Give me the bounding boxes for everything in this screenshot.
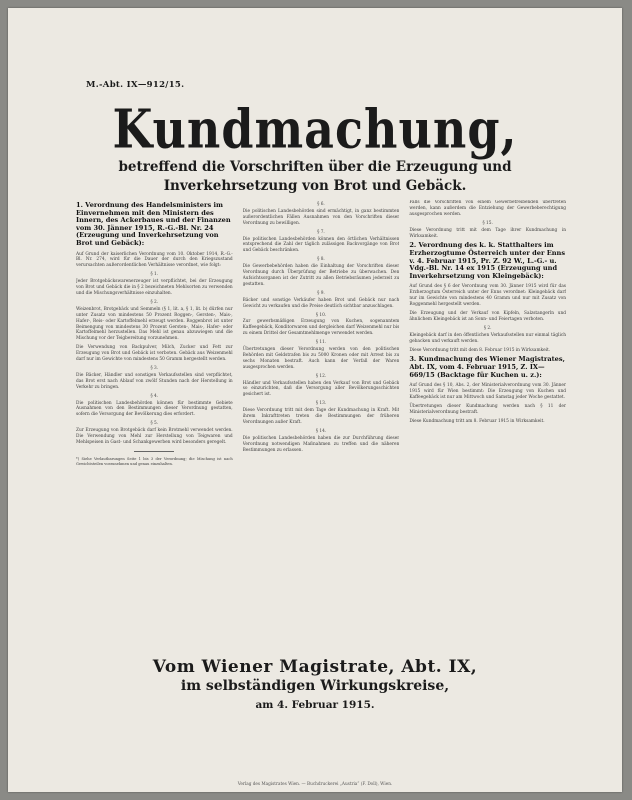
jurisdiction-line: im selbständigen Wirkungskreise, xyxy=(180,678,450,694)
column-1 xyxy=(76,200,233,634)
section-number: § 12. xyxy=(315,373,327,379)
paragraph: Übertretungen dieser Kundmachung werden nach § 11 der Ministerialverordnung bestraft. xyxy=(409,403,567,415)
ordinance-1-heading: 1. Verordnung des Handelsministers im Einvernehmen mit den Ministern des Innern, des Ackerbaues und der Finanzen vom 30. Jänner 1915, R.-G.-Bl. Nr. 24 (Erzeugung und Inverkehrsetzung von Brot und Gebäck): xyxy=(76,201,231,247)
section-number: § 5. xyxy=(150,421,159,427)
section-number: § 8. xyxy=(317,257,325,263)
paragraph: Zur Erzeugung von Brotgebäck darf kein Brotmehl verwendet werden. Die Verwendung von Mehl zur Herstellung von Teigwaren und Mehlspeisen in Gast- und Schankgewerben wird besonders geregelt. xyxy=(76,428,233,445)
date-line: am 4. Februar 1915. xyxy=(255,699,375,711)
section-number: § 3. xyxy=(150,365,159,371)
section-number: § 7. xyxy=(317,229,325,235)
poster-sheet xyxy=(8,8,622,792)
paragraph: Die Verwendung von Backpulver, Milch, Zucker und Fett zur Erzeugung von Brot und Gebäck ist verboten. Gebäck aus Weizenmehl darf nur im Gewichte von mindestens 50 Gramm hergestellt werden. xyxy=(76,345,233,363)
paragraph: Kleingebäck darf in den öffentlichen Verkaufsstellen nur einmal täglich gebacken und verkauft werden. xyxy=(409,332,567,344)
paragraph: Die Bäcker, Händler und sonstigen Verkaufsstellen sind verpflichtet, das Brot erst nach Ablauf von zwölf Stunden nach der Herstellung in Verkehr zu bringen. xyxy=(76,372,233,390)
footnote: *) Siehe Verlautbarungen Seite 1 bis 3 der Verordnung; die Mischung ist nach Gewichtsteilen vorzunehmen und genau einzuhalten. xyxy=(76,456,233,466)
issuer-line: Vom Wiener Magistrate, Abt. IX, xyxy=(152,657,478,677)
section-number: § 2. xyxy=(150,299,159,305)
paragraph: Diese Verordnung tritt mit dem Tage der Kundmachung in Kraft. Mit ihrem Inkrafttreten treten die Bestimmungen der früheren Verordnungen außer Kraft. xyxy=(242,408,400,425)
paragraph: Die politischen Landesbehörden können für bestimmte Gebiete Ausnahmen von den Bestimmungen dieser Verordnung gestatten, sofern die Versorgung der Bevölkerung dies erfordert. xyxy=(76,400,233,418)
section-number: § 11. xyxy=(315,340,327,346)
column-2 xyxy=(243,200,400,634)
paragraph: Zur gewerbsmäßigen Erzeugung von Kuchen, sogenanntem Kaffeegebäck, Konditorwaren und dergleichen darf Weizenmehl nur bis zu einem Drittel der Gesamtmehlmenge verwendet werden. xyxy=(242,319,400,337)
body-columns xyxy=(76,200,566,634)
paragraph: Auf Grund der kaiserlichen Verordnung vom 10. Oktober 1914, R.-G.-Bl. Nr. 274, wird für die Dauer der durch den Kriegszustand verursachten außerordentlichen Verhältnisse verordnet, wie folgt: xyxy=(76,251,233,269)
paragraph: Diese Verordnung tritt mit dem Tage ihrer Kundmachung in Wirksamkeit. xyxy=(409,227,567,239)
paragraph: Jeder Brotgebäckswarenerzeuger ist verpflichtet, bei der Erzeugung von Brot und Gebäck die in § 2 bezeichneten Mehlsorten zu verwenden und die Mischungsverhältnisse einzuhalten. xyxy=(76,279,233,296)
paragraph: Bäcker und sonstige Verkäufer haben Brot und Gebäck nur nach Gewicht zu verkaufen und die Preise deutlich sichtbar anzuschlagen. xyxy=(242,297,400,309)
paragraph: Diese Kundmachung tritt am 8. Februar 1915 in Wirksamkeit. xyxy=(409,418,545,424)
section-number: § 4. xyxy=(150,393,159,399)
paragraph: Übertretungen dieser Verordnung werden von den politischen Behörden mit Geldstrafen bis zu 5000 Kronen oder mit Arrest bis zu sechs Monaten bestraft. Auch kann der Verfall der Waren ausgesprochen werden. xyxy=(242,347,400,370)
divider xyxy=(134,451,174,452)
printer-imprint: Verlag des Magistrates Wien. — Buchdruckerei „Austria“ (F. Doll), Wien. xyxy=(237,781,393,786)
paragraph: Die politischen Landesbehörden sind ermächtigt, in ganz bestimmten außerordentlichen Fällen Ausnahmen von den Vorschriften dieser Verordnung zu bewilligen. xyxy=(242,208,400,226)
paragraph: Weizenbrot, Brotgebäck und Semmeln (§ 1, lit. a, § 1, lit. b) dürfen nur unter Zusatz von mindestens 50 Prozent Roggen-, Gersten-, Mais-, Hafer-, Reis- oder Kartoffelmehl erzeugt werden. Roggenbrot ist unter Beimengung von mindestens 30 Prozent Gersten-, Mais-, Hafer- oder Kartoffelmehl herzustellen. Das Mehl ist genau abzuwiegen und die Mischung vor der Teigbereitung vorzunehmen. xyxy=(76,306,233,342)
paragraph: Die politischen Landesbehörden haben die zur Durchführung dieser Verordnung notwendigen Maßnahmen zu treffen und die näheren Bestimmungen zu erlassen. xyxy=(242,435,400,453)
page-subtitle: betreffend die Vorschriften über die Erzeugung und Inverkehrsetzung von Brot und Gebäck. xyxy=(118,159,512,194)
section-number: § 2. xyxy=(483,325,492,331)
paragraph: Die politischen Landesbehörden können den örtlichen Verhältnissen entsprechend die Zahl der täglich zulässigen Backvorgänge von Brot und Gebäck beschränken. xyxy=(242,236,400,254)
paragraph: Diese Verordnung tritt mit dem 8. Februar 1915 in Wirksamkeit. xyxy=(409,347,551,353)
paragraph: Die Erzeugung und der Verkauf von Kipfeln, Salzstangerln und ähnlichem Kleingebäck ist an Sonn- und Feiertagen verboten. xyxy=(409,311,567,322)
page-title: Kundmachung, xyxy=(112,97,518,161)
paragraph: Auf Grund des § 10, Abs. 2, der Ministerialverordnung vom 30. Jänner 1915 wird für Wien bestimmt: Die Erzeugung von Kuchen und Kaffeegebäck ist nur am Mittwoch und Samstag jeder Woche gestattet. xyxy=(409,383,567,401)
paragraph: Falls die Vorschriften von einem Gewerbetreibenden übertreten werden, kann außerdem die Entziehung der Gewerbeberechtigung ausgesprochen werden. xyxy=(409,200,567,217)
paragraph: Auf Grund des § 6 der Verordnung vom 30. Jänner 1915 wird für das Erzherzogtum Österreich unter der Enns verordnet: Kleingebäck darf nur im Gewichte von mindestens 40 Gramm und nur mit Zusatz von Roggenmehl hergestellt werden. xyxy=(409,284,567,308)
section-number: § 10. xyxy=(315,312,327,318)
section-number: § 14. xyxy=(315,428,327,434)
paragraph: Die Gewerbebehörden haben die Einhaltung der Vorschriften dieser Verordnung durch Überprüfung der Betriebe zu überwachen. Den Aufsichtsorganen ist der Zutritt zu allen Betriebsräumen jederzeit zu gestatten. xyxy=(242,264,400,287)
column-3 xyxy=(409,200,566,634)
reference-number: M.-Abt. IX—912/15. xyxy=(86,80,185,90)
ordinance-2-heading: 2. Verordnung des k. k. Statthalters im Erzherzogtume Österreich unter der Enns v. 4. Februar 1915, Pr. Z. 92 W., L.-G.- u. Vdg.-Bl. Nr. 14 ex 1915 (Erzeugung und Inverkehrsetzung von Kleingebäck): xyxy=(409,241,566,280)
section-number: § 13. xyxy=(315,401,327,407)
section-number: § 9. xyxy=(317,290,325,296)
section-number: § 1. xyxy=(150,272,159,278)
ordinance-3-heading: 3. Kundmachung des Wiener Magistrates, Abt. IX, vom 4. Februar 1915, Z. IX—669/15 (Backtage für Kuchen u. z.): xyxy=(409,355,565,379)
paragraph: Händler und Verkaufsstellen haben den Verkauf von Brot und Gebäck so einzurichten, daß die Versorgung aller Bevölkerungsschichten gesichert ist. xyxy=(242,380,400,398)
section-number: § 6. xyxy=(317,202,325,207)
section-number: § 15. xyxy=(482,220,493,226)
